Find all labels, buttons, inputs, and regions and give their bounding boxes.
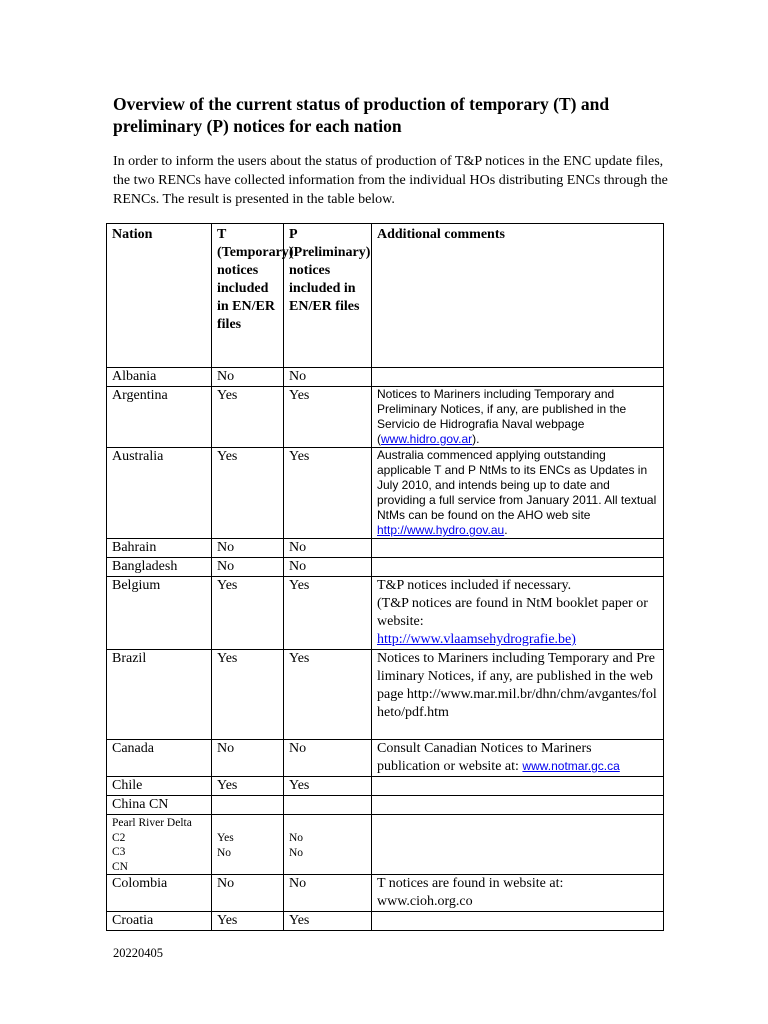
p-cell: Yes: [284, 387, 372, 448]
table-row: [107, 448, 664, 539]
p-cell: No: [284, 740, 372, 777]
nation-cell: China CN: [107, 796, 212, 815]
comment-text-end: .: [504, 523, 508, 537]
comment-cell: [372, 815, 664, 875]
t-value: Yes: [217, 832, 234, 844]
nation-cell: Canada: [107, 740, 212, 777]
p-cell: [284, 796, 372, 815]
nation-cell: Australia: [107, 448, 212, 539]
header-t-notices: T (Temporary) notices included in EN/ER files: [212, 224, 284, 368]
t-cell: [212, 796, 284, 815]
table-row: [107, 777, 664, 796]
table-row: [107, 740, 664, 777]
comment-cell: [372, 796, 664, 815]
table-row: [107, 539, 664, 558]
t-cell: Yes: [212, 387, 284, 448]
comment-text-end: ).: [472, 432, 480, 446]
p-cell: [284, 815, 372, 875]
p-cell: No: [284, 875, 372, 912]
nation-cell: Brazil: [107, 650, 212, 740]
hidro-link[interactable]: www.hidro.gov.ar: [381, 432, 473, 446]
t-cell: No: [212, 558, 284, 577]
t-cell: Yes: [212, 912, 284, 931]
page-footer-code: 20220405: [113, 946, 163, 960]
t-cell: No: [212, 740, 284, 777]
t-cell: Yes: [212, 650, 284, 740]
t-cell: Yes: [212, 577, 284, 650]
nation-cell: Croatia: [107, 912, 212, 931]
p-value: No: [289, 832, 304, 844]
p-cell: No: [284, 368, 372, 387]
comment-cell: [372, 740, 664, 777]
table-row: [107, 912, 664, 931]
comment-cell: [372, 558, 664, 577]
t-cell: Yes: [212, 777, 284, 796]
nation-cell: [107, 815, 212, 875]
sub-label: Pearl River Delta: [112, 817, 192, 829]
p-cell: No: [284, 539, 372, 558]
t-cell: No: [212, 875, 284, 912]
comment-cell: Notices to Mariners including Temporary and Preliminary Notices, if any, are published in the webpage http://www.mar.mil.br/dhn/chm/avgantes/folheto/pdf.htm: [372, 650, 664, 740]
nation-cell: Albania: [107, 368, 212, 387]
comment-text: T&P notices included if necessary.: [377, 578, 572, 593]
comment-cell: [372, 368, 664, 387]
comment-cell: [372, 577, 664, 650]
table-row: [107, 796, 664, 815]
nation-cell: Argentina: [107, 387, 212, 448]
nation-cell: Colombia: [107, 875, 212, 912]
comment-text: (T&P notices are found in NtM booklet paper or website:: [377, 596, 648, 629]
status-table: [106, 223, 664, 931]
sub-label: CN: [112, 860, 128, 873]
table-row: [107, 577, 664, 650]
header-p-notices: P (Preliminary) notices included in EN/ER files: [284, 224, 372, 368]
hydro-link[interactable]: http://www.hydro.gov.au: [377, 523, 505, 537]
comment-cell: [372, 539, 664, 558]
intro-paragraph: In order to inform the users about the status of production of T&P notices in the ENC update files, the two RENCs have collected information from the individual HOs distributing ENCs through the RENCs. The result is presented in the table below.: [113, 154, 668, 207]
p-cell: Yes: [284, 912, 372, 931]
nation-cell: Bangladesh: [107, 558, 212, 577]
t-cell: Yes: [212, 448, 284, 539]
sub-label: C3: [112, 846, 126, 858]
t-cell: No: [212, 368, 284, 387]
table-row: [107, 875, 664, 912]
comment-cell: [372, 912, 664, 931]
t-cell: [212, 815, 284, 875]
comment-text: Consult Canadian Notices to Mariners publication or website at:: [377, 741, 592, 774]
p-cell: No: [284, 558, 372, 577]
comment-text: Notices to Mariners including Temporary and Preliminary Notices, if any, are published in the Servicio de Hidrografia Naval webpage (: [377, 387, 627, 446]
nation-cell: Belgium: [107, 577, 212, 650]
table-row: [107, 368, 664, 387]
t-cell: No: [212, 539, 284, 558]
p-cell: Yes: [284, 577, 372, 650]
table-row: [107, 387, 664, 448]
comment-cell: [372, 777, 664, 796]
table-row: [107, 650, 664, 740]
vlaamsehydrografie-link[interactable]: http://www.vlaamsehydrografie.be): [377, 632, 576, 647]
page-title: Overview of the current status of production of temporary (T) and preliminary (P) notices for each nation: [113, 94, 610, 136]
p-cell: Yes: [284, 448, 372, 539]
comment-text: Australia commenced applying outstanding applicable T and P NtMs to its ENCs as Updates in July 2010, and intends being up to date and providing a full service from January 2011. All textual NtMs can be found on the AHO web site: [377, 448, 657, 522]
header-nation: Nation: [107, 224, 212, 368]
t-value: No: [217, 846, 232, 859]
notmar-link[interactable]: www.notmar.gc.ca: [522, 759, 620, 773]
comment-cell: T notices are found in website at: www.cioh.org.co: [372, 875, 664, 912]
table-header-row: [107, 224, 664, 368]
comment-cell: [372, 448, 664, 539]
comment-cell: [372, 387, 664, 448]
p-cell: Yes: [284, 650, 372, 740]
p-cell: Yes: [284, 777, 372, 796]
nation-cell: Chile: [107, 777, 212, 796]
table-row: [107, 815, 664, 875]
p-value: No: [289, 846, 304, 859]
nation-cell: Bahrain: [107, 539, 212, 558]
header-comments: Additional comments: [372, 224, 664, 368]
table-row: [107, 558, 664, 577]
sub-label: C2: [112, 831, 126, 844]
